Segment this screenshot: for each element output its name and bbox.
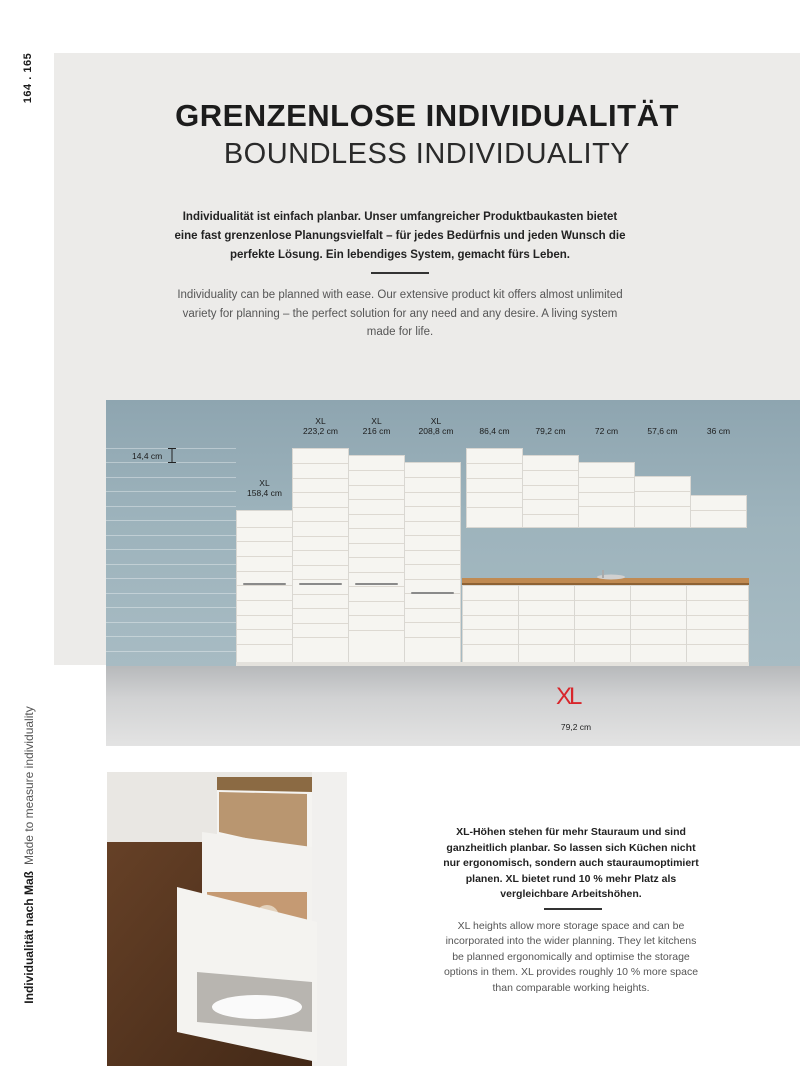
unit-label-57: 57,6 cm bbox=[647, 426, 678, 436]
grid-line bbox=[106, 506, 236, 507]
base-unit bbox=[574, 585, 631, 665]
wall-cabinet-72 bbox=[578, 462, 635, 528]
drawer-photo bbox=[107, 772, 347, 1066]
base-unit bbox=[686, 585, 749, 665]
xl-text-de: XL-Höhen stehen für mehr Stauraum und sind ganzheitlich planbar. So lassen sich Küchen nicht nur ergonomisch, sondern auch stauraumoptimiert planen. XL bietet rund 10 % mehr Platz als vergleichbare Arbeitshöhen. bbox=[443, 826, 699, 901]
xl-logo: XL bbox=[556, 683, 580, 710]
grid-line bbox=[106, 651, 236, 652]
intro-text-de: Individualität ist einfach planbar. Unser umfangreicher Produktbaukasten bietet eine fast grenzenlose Planungsvielfalt – für jedes Bedürfnis und jeden Wunsch die perfekte Lösung. Ein lebendiges System, gemacht fürs Leben. bbox=[174, 211, 626, 261]
grid-line bbox=[106, 564, 236, 565]
grid-line bbox=[106, 491, 236, 492]
wall-cabinet-86 bbox=[466, 448, 523, 528]
side-label-en: Made to measure individuality bbox=[22, 706, 36, 866]
unit-label-36: 36 cm bbox=[706, 426, 731, 436]
grid-line bbox=[106, 636, 236, 637]
side-section-label bbox=[18, 690, 40, 1020]
grid-line bbox=[106, 535, 236, 536]
unit-label-216: XL 216 cm bbox=[362, 416, 391, 436]
step-height-label: 14,4 cm bbox=[132, 451, 163, 461]
tall-unit-216 bbox=[348, 455, 405, 665]
grid-line bbox=[106, 520, 236, 521]
intro-text-en: Individuality can be planned with ease. Our extensive product kit offers almost unlimited variety for planning – the perfect solution for any need and any desire. A living system made for life. bbox=[177, 289, 623, 338]
sink-tap bbox=[596, 568, 626, 580]
kitchen-height-illustration bbox=[106, 400, 800, 746]
base-unit bbox=[518, 585, 575, 665]
page-number bbox=[18, 48, 38, 108]
unit-label-223: XL 223,2 cm bbox=[303, 416, 338, 436]
base-unit bbox=[630, 585, 687, 665]
unit-label-158: XL 158,4 cm bbox=[247, 478, 282, 498]
unit-label-86: 86,4 cm bbox=[479, 426, 510, 436]
grid-line bbox=[106, 578, 236, 579]
plinth bbox=[236, 662, 749, 666]
side-label-de: Individualität nach Maß bbox=[22, 871, 36, 1004]
grid-line bbox=[106, 622, 236, 623]
page-number-text: 164 . 165 bbox=[22, 52, 34, 104]
grid-line bbox=[106, 549, 236, 550]
divider bbox=[371, 272, 429, 274]
wall-cabinet-79 bbox=[522, 455, 579, 528]
wall-cabinet-57 bbox=[634, 476, 691, 528]
grid-line bbox=[106, 593, 236, 594]
step-height-marker bbox=[168, 448, 176, 464]
page-title-en: BOUNDLESS INDIVIDUALITY bbox=[223, 138, 631, 170]
page-title-de: GRENZENLOSE INDIVIDUALITÄT bbox=[175, 98, 679, 133]
base-unit bbox=[462, 585, 519, 665]
xl-worktop-height: 79,2 cm bbox=[560, 722, 592, 732]
xl-text-en: XL heights allow more storage space and can be incorporated into the wider planning. They let kitchens be planned ergonomically and optimise the storage options in them. XL provides roughly 10 % more space than comparable working heights. bbox=[443, 920, 699, 994]
grid-line bbox=[106, 607, 236, 608]
tall-unit-208 bbox=[404, 462, 461, 665]
grid-line bbox=[106, 477, 236, 478]
tall-unit-223 bbox=[292, 448, 349, 665]
unit-label-208: XL 208,8 cm bbox=[418, 416, 454, 436]
wall-cabinet-36 bbox=[690, 495, 747, 528]
kitchen-floor bbox=[106, 666, 800, 746]
divider bbox=[544, 908, 602, 910]
tall-unit-158 bbox=[236, 510, 293, 665]
unit-label-72: 72 cm bbox=[594, 426, 619, 436]
unit-label-79: 79,2 cm bbox=[535, 426, 566, 436]
